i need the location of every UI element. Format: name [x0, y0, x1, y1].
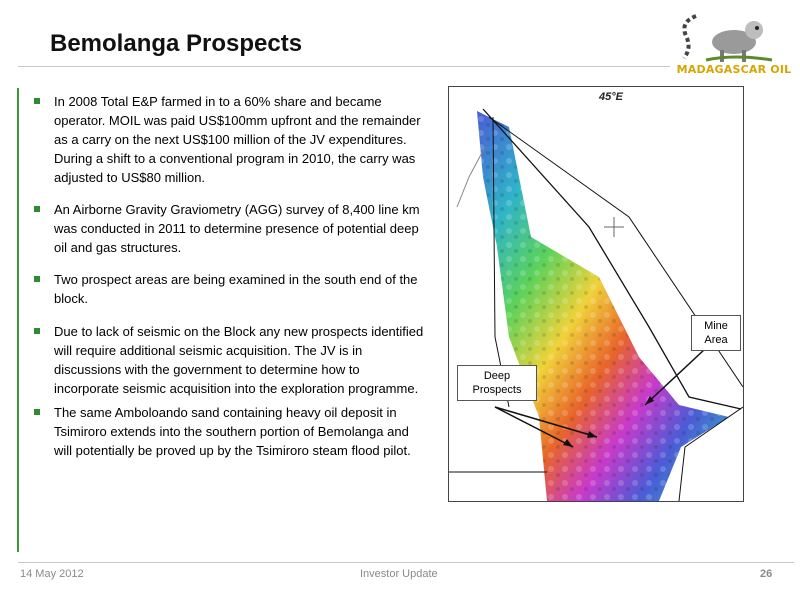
left-accent-bar	[17, 88, 19, 552]
bullet-item: An Airborne Gravity Graviometry (AGG) survey of 8,400 line km was conducted in 2011 to determine presence of potential deep oil and gas structures.	[34, 200, 426, 257]
lemur-icon	[676, 8, 792, 64]
map-graphic	[449, 87, 743, 501]
footer-title: Investor Update	[360, 568, 438, 580]
bullet-item: Two prospect areas are being examined in the south end of the block.	[34, 270, 426, 308]
slide-title: Bemolanga Prospects	[50, 30, 303, 57]
bullet-item: In 2008 Total E&P farmed in to a 60% share and became operator. MOIL was paid US$100mm upfront and the remainder as a carry on the next US$100 million of the JV expenditures. During a shift to a conventional program in 2010, the carry was adjusted to US$80 million.	[34, 92, 426, 187]
company-logo	[676, 8, 792, 78]
footer-date: 14 May 2012	[20, 568, 84, 580]
mine-area-callout: Mine Area	[691, 315, 741, 351]
deep-prospects-callout: Deep Prospects	[457, 365, 537, 401]
bullet-item: Due to lack of seismic on the Block any new prospects identified will require additional seismic acquisition. The JV is in discussions with the government to determine how to incorporate seismic acquisition into the exploration programme.	[34, 322, 426, 398]
longitude-label: 45°E	[599, 91, 623, 103]
gravity-survey-map	[448, 86, 744, 502]
bullet-list	[34, 92, 426, 460]
page-number: 26	[760, 568, 773, 580]
bullet-item: The same Amboloando sand containing heavy oil deposit in Tsimiroro extends into the southern portion of Bemolanga and will potentially be proved up by the Tsimiroro steam flood pilot.	[34, 403, 426, 460]
footer-divider	[18, 562, 794, 563]
title-divider	[18, 66, 670, 67]
logo-text: MADAGASCAR OIL	[676, 63, 792, 76]
